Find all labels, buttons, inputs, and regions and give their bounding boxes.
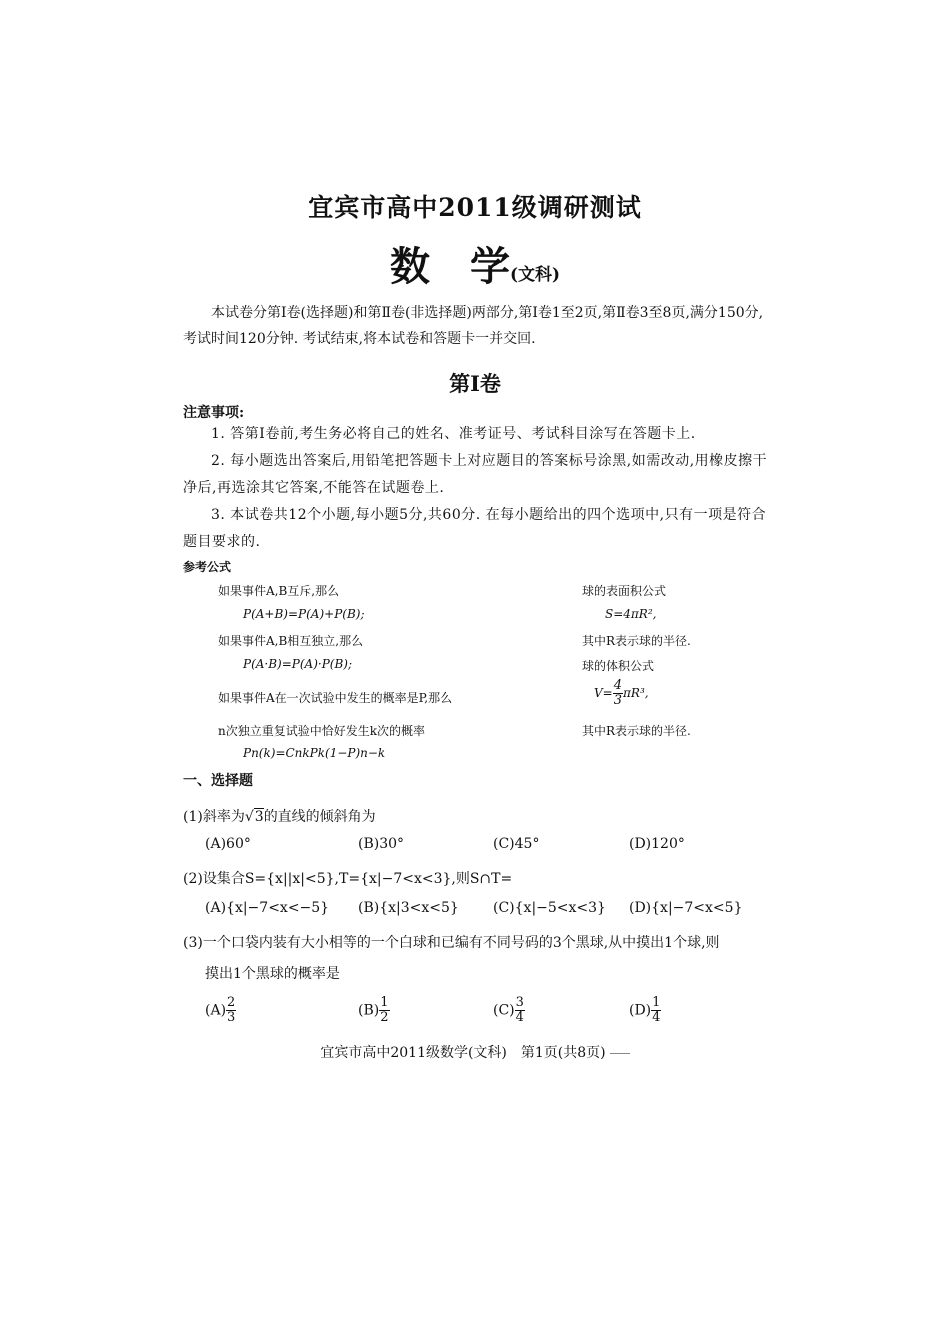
fraction-numerator: 1 [652,995,661,1010]
subject-char-1: 数 [389,243,430,290]
option-d: (D){x|−7<x<5} [629,900,743,916]
note-item: 3. 本试卷共12个小题,每小题5分,共60分. 在每小题给出的四个选项中,只有一项是符合题目要求的. [183,507,767,550]
fraction [613,679,623,708]
formula-expression: P(A·B)=P(A)·P(B); [243,657,353,671]
footer-rule [610,1053,630,1054]
fraction-numerator: 4 [613,678,623,693]
sqrt-radicand: 3 [254,809,264,825]
option-c: (C){x|−5<x<3} [493,900,606,916]
fraction [651,996,661,1025]
page-footer [0,1042,950,1062]
question-2-stem: (2)设集合S={x||x|<5},T={x|−7<x<3},则S∩T= [183,871,513,887]
formula-expression: P(A+B)=P(A)+P(B); [243,607,365,621]
stem-part: 的直线的倾斜角为 [263,809,376,825]
note-item: 2. 每小题选出答案后,用铅笔把答题卡上对应题目的答案标号涂黑,如需改动,用橡皮擦干净后,再选涂其它答案,不能答在试题卷上. [183,453,768,496]
formula-expression: Pn(k)=CnkPk(1−P)n−k [243,746,386,760]
option-b [358,996,390,1025]
fraction-denominator: 2 [380,1010,389,1025]
question-1-stem: (1)斜率为√3的直线的倾斜角为 [183,809,376,825]
fraction-denominator: 3 [613,693,623,708]
fraction-numerator: 1 [380,995,389,1010]
formula-lhs: V= [594,686,613,700]
fraction-numerator: 2 [227,995,236,1010]
formulas-heading: 参考公式 [183,560,232,574]
formula-expression: S=4πR², [605,607,657,621]
fraction-denominator: 4 [652,1010,661,1025]
fraction [379,996,389,1025]
question-3-stem: (3)一个口袋内装有大小相等的一个白球和已编有不同号码的3个黑球,从中摸出1个球,则 [183,935,720,951]
option-label: (A) [205,1002,227,1019]
formula-text: 球的表面积公式 [582,584,667,598]
option-d: (D)120° [629,836,685,852]
subject-track: (文科) [509,265,561,285]
footer-text: 宜宾市高中2011级数学(文科) 第1页(共8页) [320,1045,606,1061]
formula-text: 其中R表示球的半径. [582,634,691,648]
option-b: (B){x|3<x<5} [358,900,459,916]
formula-text: 如果事件A在一次试验中发生的概率是P,那么 [218,691,453,705]
question-3-stem-cont: 摸出1个黑球的概率是 [205,966,340,982]
volume-formula [594,679,649,708]
fraction [515,996,525,1025]
formula-rhs: πR³, [623,686,649,700]
formula-text: 其中R表示球的半径. [582,724,691,738]
option-a [205,996,236,1025]
fraction-denominator: 4 [515,1010,524,1025]
notes-heading: 注意事项: [183,405,245,421]
option-label: (C) [493,1002,515,1019]
option-label: (D) [629,1002,652,1019]
formula-text: 如果事件A,B互斥,那么 [218,584,340,598]
option-a: (A){x|−7<x<−5} [205,900,330,916]
stem-part: (1)斜率为 [183,809,245,825]
formula-text: 球的体积公式 [582,659,655,673]
fraction-numerator: 3 [515,995,524,1010]
option-a: (A)60° [205,836,251,852]
formula-text: n次独立重复试验中恰好发生k次的概率 [218,724,426,738]
fraction-denominator: 3 [227,1010,236,1025]
option-d [629,996,661,1025]
fraction [226,996,236,1025]
formula-text: 如果事件A,B相互独立,那么 [218,634,364,648]
subject-heading [0,235,950,292]
option-c: (C)45° [493,836,540,852]
volume-heading: 第Ⅰ卷 [449,371,501,396]
intro-paragraph: 本试卷分第Ⅰ卷(选择题)和第Ⅱ卷(非选择题)两部分,第Ⅰ卷1至2页,第Ⅱ卷3至8页,满分150分,考试时间120分钟. 考试结束,将本试卷和答题卡一并交回. [183,305,764,347]
option-b: (B)30° [358,836,405,852]
note-item: 1. 答第Ⅰ卷前,考生务必将自己的姓名、准考证号、考试科目涂写在答题卡上. [211,426,696,442]
section-heading: 一、选择题 [183,773,253,789]
subject-char-2: 学 [469,243,510,290]
exam-title: 宜宾市高中2011级调研测试 [308,193,642,222]
option-label: (B) [358,1002,380,1019]
option-c [493,996,525,1025]
